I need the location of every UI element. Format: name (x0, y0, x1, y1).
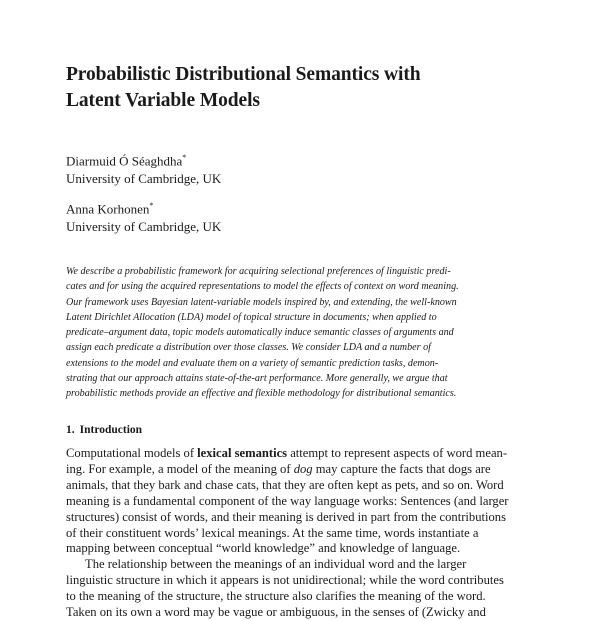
abstract-line: assign each predicate a distribution over those classes. We consider LDA and a number of (66, 342, 431, 354)
author-affiliation: University of Cambridge, UK (66, 171, 222, 187)
author-block (66, 197, 466, 236)
body-line: linguistic structure in which it appears is not unidirectional; while the word contributes (66, 573, 504, 588)
author-marker: * (149, 201, 154, 210)
author-marker: * (182, 153, 187, 162)
emphasis-bold: lexical semantics (197, 446, 288, 460)
author-block (66, 149, 466, 188)
body-line: Computational models of lexical semantics attempt to represent aspects of word mean- (66, 446, 508, 460)
title-line: Latent Variable Models (66, 90, 260, 111)
section-heading (66, 424, 142, 436)
abstract-line: Latent Dirichlet Allocation (LDA) model of topical structure in documents; when applied to (66, 311, 437, 323)
author-affiliation: University of Cambridge, UK (66, 219, 222, 235)
emphasis-italic: dog (293, 461, 313, 476)
abstract-line: strating that our approach attains state-of-the-art performance. More generally, we argue that (66, 373, 448, 385)
abstract-line: extensions to the model and evaluate them on a variety of semantic prediction tasks, demon- (66, 357, 439, 369)
abstract-line: We describe a probabilistic framework for acquiring selectional preferences of linguistic predi- (66, 266, 451, 277)
body-line: meaning is a fundamental component of the way language works: Sentences (and larger (66, 493, 509, 508)
body-line: The relationship between the meanings of an individual word and the larger (85, 557, 467, 572)
introduction-body (66, 446, 540, 621)
body-line: Taken on its own a word may be vague or ambiguous, in the senses of (Zwicky and (66, 605, 486, 620)
abstract (66, 264, 539, 402)
abstract-line: Our framework uses Bayesian latent-variable models inspired by, and extending, the well-known (66, 296, 457, 308)
abstract-line: cates and for using the acquired representations to model the effects of context on word meaning. (66, 281, 459, 293)
body-line: of their constituent words’ lexical meanings. At the same time, words instantiate a (66, 525, 479, 540)
title-line: Probabilistic Distributional Semantics with (66, 64, 421, 85)
body-line: structures) consist of words, and their meaning is derived in part from the contributions (66, 509, 506, 524)
abstract-line: probabilistic methods provide an effective and flexible methodology for distributional semantics. (66, 388, 457, 400)
body-line: to the meaning of the structure, the structure also clarifies the meaning of the word. (66, 589, 486, 604)
abstract-line: predicate–argument data, topic models automatically induce semantic classes of arguments and (66, 327, 454, 339)
body-line: mapping between conceptual “world knowledge” and knowledge of language. (66, 541, 461, 556)
author-name: Diarmuid Ó Séaghdha* (66, 153, 187, 169)
paper-title (66, 62, 546, 114)
section-number: 1. (66, 424, 75, 436)
body-line: ing. For example, a model of the meaning of dog may capture the facts that dogs are (66, 461, 491, 476)
body-line: animals, that they bark and chase cats, that they are often kept as pets, and so on. Word (66, 477, 504, 492)
section-title: Introduction (79, 424, 143, 436)
author-name: Anna Korhonen* (66, 201, 154, 217)
